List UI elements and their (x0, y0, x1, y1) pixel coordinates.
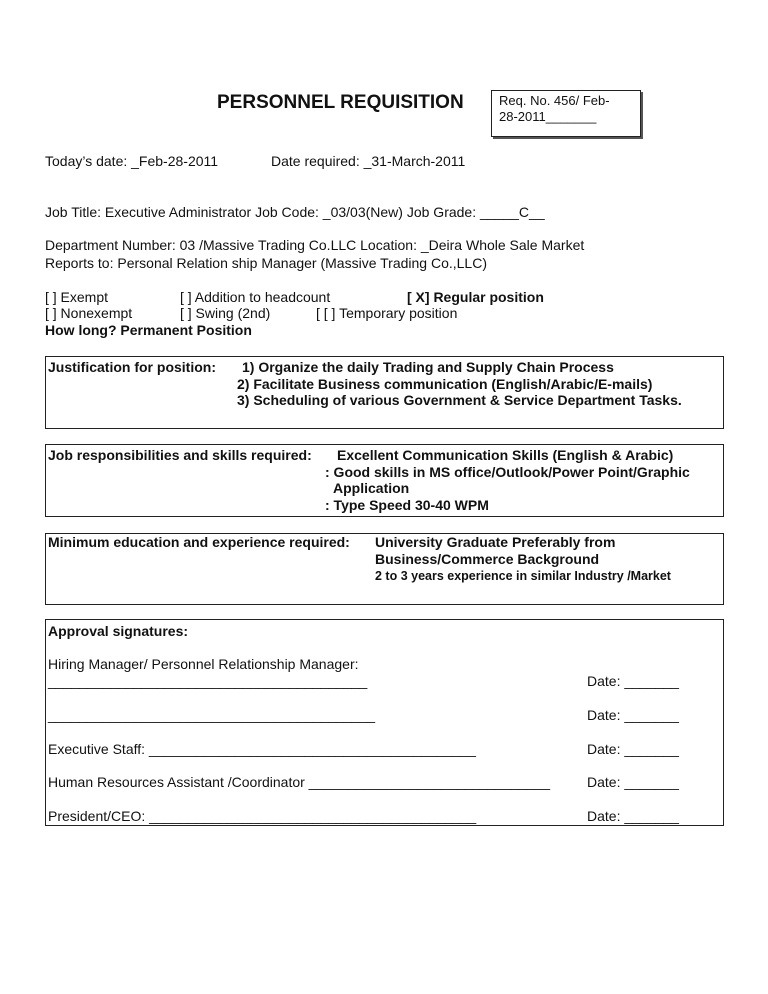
date-field: Date: _______ (587, 774, 679, 790)
responsibilities-line: : Type Speed 30-40 WPM (325, 497, 489, 513)
date-field: Date: _______ (587, 808, 679, 824)
justification-item: 1) Organize the daily Trading and Supply Chain Process (242, 359, 614, 375)
reports-to-line: Reports to: Personal Relation ship Manager (Massive Trading Co.,LLC) (45, 255, 487, 271)
signature-line: _________________________________________ (48, 673, 368, 689)
date-field: Date: _______ (587, 673, 679, 689)
date-field: Date: _______ (587, 741, 679, 757)
president-ceo-signature: President/CEO: __________________________________________ (48, 808, 477, 824)
education-line: 2 to 3 years experience in similar Industry /Market (375, 569, 671, 583)
option-swing: [ ] Swing (2nd) (180, 305, 271, 321)
request-number-line2: 28-2011_______ (499, 109, 597, 124)
page-title: PERSONNEL REQUISITION (217, 92, 464, 113)
justification-box (45, 356, 724, 429)
option-nonexempt: [ ] Nonexempt (45, 305, 133, 321)
executive-staff-signature: Executive Staff: __________________________________________ (48, 741, 476, 757)
approval-heading: Approval signatures: (48, 623, 189, 639)
request-number-box (491, 90, 641, 137)
hiring-manager-label: Hiring Manager/ Personnel Relationship Manager: (48, 656, 359, 672)
how-long: How long? Permanent Position (45, 322, 252, 338)
option-addition-to-headcount: [ ] Addition to headcount (180, 289, 331, 305)
justification-item: 2) Facilitate Business communication (English/Arabic/E-mails) (237, 376, 653, 392)
todays-date: Today’s date: _Feb-28-2011 (45, 153, 219, 169)
signature-line: __________________________________________ (48, 707, 376, 723)
responsibilities-line: Excellent Communication Skills (English & Arabic) (337, 447, 674, 463)
date-field: Date: _______ (587, 707, 679, 723)
responsibilities-line: : Good skills in MS office/Outlook/Power Point/Graphic (325, 464, 690, 480)
education-box (45, 533, 724, 605)
justification-item: 3) Scheduling of various Government & Service Department Tasks. (237, 392, 682, 408)
option-temporary-position: [ [ ] Temporary position (316, 305, 458, 321)
job-title-line: Job Title: Executive Administrator Job Code: _03/03(New) Job Grade: _____C__ (45, 204, 545, 220)
responsibilities-box (45, 444, 724, 517)
option-exempt: [ ] Exempt (45, 289, 109, 305)
department-line: Department Number: 03 /Massive Trading Co.LLC Location: _Deira Whole Sale Market (45, 237, 585, 253)
date-required: Date required: _31-March-2011 (271, 153, 466, 169)
education-line: University Graduate Preferably from (375, 534, 616, 550)
education-line: Business/Commerce Background (375, 551, 600, 567)
responsibilities-line: Application (333, 480, 410, 496)
education-label: Minimum education and experience required: (48, 534, 350, 550)
responsibilities-label: Job responsibilities and skills required: (48, 447, 312, 463)
request-number-line1: Req. No. 456/ Feb- (499, 93, 610, 108)
approval-signatures-box (45, 619, 724, 826)
hr-assistant-signature: Human Resources Assistant /Coordinator _______________________________ (48, 774, 551, 790)
justification-label: Justification for position: (48, 359, 216, 375)
option-regular-position: [ X] Regular position (407, 289, 544, 305)
